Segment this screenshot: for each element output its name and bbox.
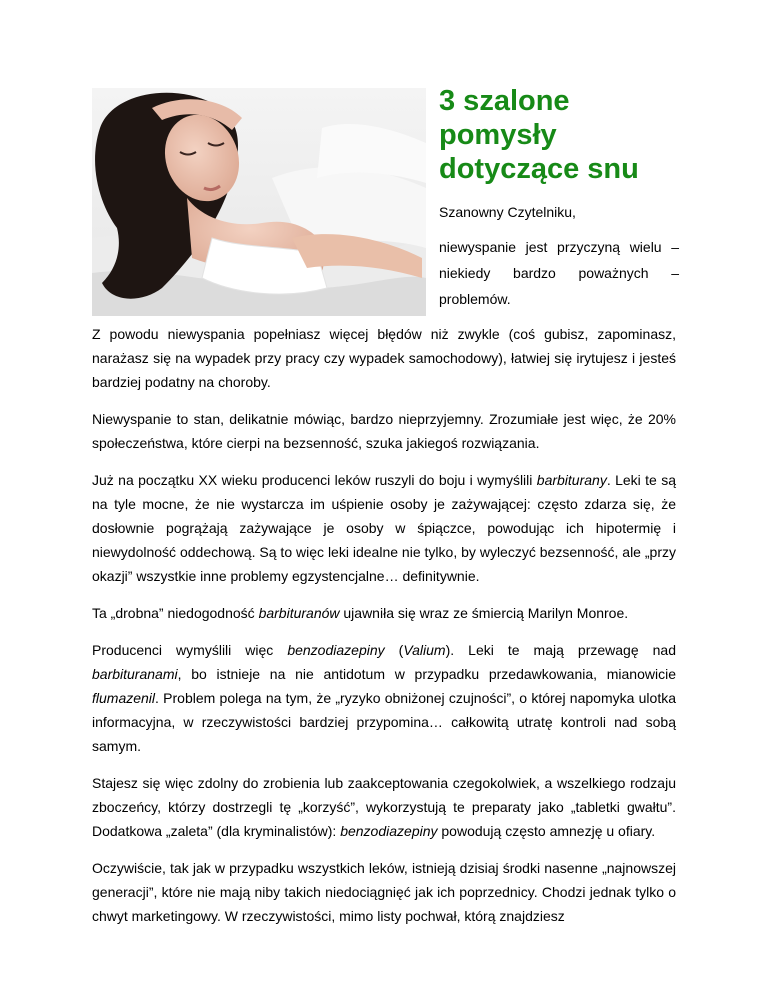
paragraph-text: powodują często amnezję u ofiary. bbox=[437, 823, 656, 839]
paragraph-text: ujawniła się wraz ze śmiercią Marilyn Monroe. bbox=[339, 605, 629, 621]
body-paragraph bbox=[92, 407, 676, 455]
emphasized-term: barbituranów bbox=[258, 605, 340, 621]
emphasized-term: flumazenil bbox=[92, 690, 156, 706]
body-paragraph bbox=[92, 638, 676, 758]
intro-line: niekiedy bardzo poważnych – bbox=[439, 265, 679, 281]
emphasized-term: benzodiazepiny bbox=[340, 823, 438, 839]
body-paragraph bbox=[92, 468, 676, 588]
paragraph-text: . Problem polega na tym, że „ryzyko obniżonej czujności”, o której napomyka ulotka informacyjna, w rzeczywistości bardziej przypomina… całkowitą utratę kontroli nad sobą samym. bbox=[92, 690, 676, 754]
emphasized-term: Valium bbox=[403, 642, 446, 658]
paragraph-text: Niewyspanie to stan, delikatnie mówiąc, bardzo nieprzyjemny. Zrozumiałe jest więc, że 20% społeczeństwa, które cierpi na bezsenność, szuka jakiegoś rozwiązania. bbox=[92, 411, 676, 451]
body-paragraph bbox=[92, 856, 676, 928]
paragraph-text: Oczywiście, tak jak w przypadku wszystkich leków, istnieją dzisiaj środki nasenne „najnowszej generacji”, które nie mają niby takich niedociągnięć jak ich poprzednicy. Chodzi jednak tylko o chwyt marketingowy. W rzeczywistości, mimo listy pochwał, którą znajdziesz bbox=[92, 860, 676, 924]
body-paragraph bbox=[92, 322, 676, 394]
paragraph-text: ). Leki te mają przewagę nad bbox=[445, 642, 677, 658]
hero-photo bbox=[92, 88, 426, 316]
emphasized-term: benzodiazepiny bbox=[287, 642, 385, 658]
body-paragraph bbox=[92, 771, 676, 843]
intro-line: problemów. bbox=[439, 291, 511, 307]
paragraph-text: Producenci wymyślili więc bbox=[92, 642, 288, 658]
paragraph-text: Ta „drobna” niedogodność bbox=[92, 605, 259, 621]
intro-paragraph bbox=[439, 234, 679, 312]
paragraph-text: Z powodu niewyspania popełniasz więcej błędów niż zwykle (coś gubisz, zapominasz, narażasz się na wypadek przy pracy czy wypadek samochodowy), łatwiej się irytujesz i jesteś bardziej podatny na choroby. bbox=[92, 326, 676, 390]
paragraph-text: Już na początku XX wieku producenci leków ruszyli do boju i wymyślili bbox=[92, 472, 537, 488]
emphasized-term: barbiturany bbox=[536, 472, 607, 488]
paragraph-text: ( bbox=[384, 642, 404, 658]
intro-line: niewyspanie jest przyczyną wielu – bbox=[439, 239, 679, 255]
article-body bbox=[92, 322, 676, 941]
paragraph-text: , bo istnieje na nie antidotum w przypadku przedawkowania, mianowicie bbox=[177, 666, 676, 682]
body-paragraph bbox=[92, 601, 676, 625]
page-title: 3 szalone pomysły dotyczące snu bbox=[439, 85, 639, 185]
sleeping-woman-photo-icon bbox=[92, 88, 426, 316]
paragraph-text: . Leki te są na tyle mocne, że nie wystarcza im uśpienie osoby je zażywającej: często zdarza się, że dosłownie pogrążają zażywające je osoby w śpiączce, powodując ich hipotermię i niewydolność oddechową. Są to więc leki idealne nie tylko, by wyleczyć bezsenność, ale „przy okazji” wszystkie inne problemy egzystencjalne… definitywnie. bbox=[92, 472, 677, 584]
emphasized-term: barbituranami bbox=[92, 666, 178, 682]
salutation: Szanowny Czytelniku, bbox=[439, 204, 576, 220]
paragraph-text: Stajesz się więc zdolny do zrobienia lub zaakceptowania czegokolwiek, a wszelkiego rodzaju zboczeńcy, którzy dostrzegli tę „korzyść”, wykorzystują te preparaty jako „tabletki gwałtu”. Dodatkowa „zaleta” (dla kryminalistów): bbox=[92, 775, 676, 839]
